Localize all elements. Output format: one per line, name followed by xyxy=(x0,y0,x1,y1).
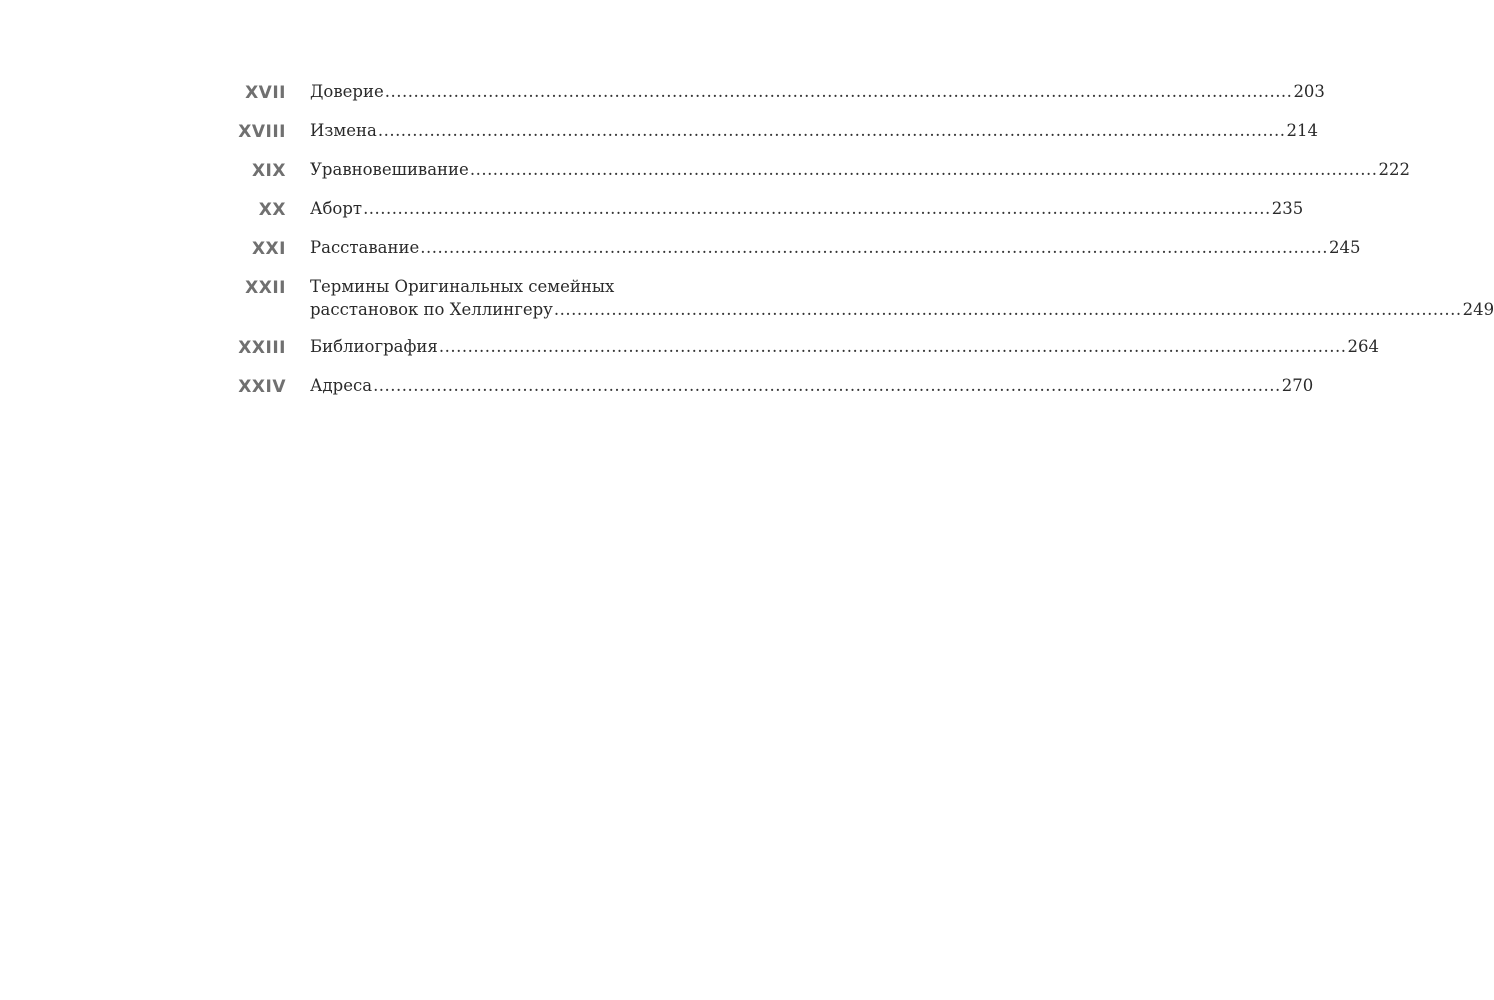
chapter-title: Библиография xyxy=(310,337,438,356)
toc-entry-text xyxy=(310,119,1318,142)
dot-leader xyxy=(373,374,1281,397)
dot-leader xyxy=(420,236,1328,259)
chapter-title: Адреса xyxy=(310,376,373,395)
page-number: 270 xyxy=(1281,376,1314,395)
toc-entry-text xyxy=(310,236,1360,259)
chapter-number: XX xyxy=(258,200,286,220)
toc-line xyxy=(310,298,1494,321)
toc-entry-text xyxy=(310,80,1325,103)
toc-entry[interactable] xyxy=(238,236,1361,261)
toc-line xyxy=(310,158,1410,181)
chapter-number: XIX xyxy=(251,161,286,181)
toc-line xyxy=(310,335,1379,358)
dot-leader xyxy=(554,298,1462,321)
toc-entry[interactable] xyxy=(238,374,1314,399)
page-number: 203 xyxy=(1293,82,1325,101)
chapter-number: XVII xyxy=(245,83,286,103)
page-number: 245 xyxy=(1328,238,1361,257)
chapter-number: XXI xyxy=(251,239,286,259)
page-number: 235 xyxy=(1271,199,1304,218)
toc-entry-text xyxy=(310,158,1410,181)
toc-line xyxy=(310,236,1360,259)
chapter-title: Расставание xyxy=(310,238,420,257)
toc-entry[interactable] xyxy=(238,119,1319,144)
toc-entry[interactable] xyxy=(238,158,1411,183)
chapter-number: XXII xyxy=(245,278,286,298)
toc-entry[interactable] xyxy=(238,275,1494,321)
toc-entry-text xyxy=(310,275,1494,321)
toc-line xyxy=(310,119,1318,142)
chapter-title: Уравновешивание xyxy=(310,160,469,179)
toc-entry[interactable] xyxy=(238,80,1325,105)
toc-line xyxy=(310,80,1325,103)
toc-line xyxy=(310,197,1303,220)
dot-leader xyxy=(439,335,1347,358)
page-number: 222 xyxy=(1378,160,1411,179)
page-number: 264 xyxy=(1347,337,1380,356)
toc-line xyxy=(310,275,1494,298)
chapter-title: Доверие xyxy=(310,82,384,101)
chapter-title: расстановок по Хеллингеру xyxy=(310,300,553,319)
chapter-title: Аборт xyxy=(310,199,363,218)
dot-leader xyxy=(385,80,1293,103)
page-number: 214 xyxy=(1286,121,1319,140)
chapter-number: XXIII xyxy=(238,338,286,358)
toc-entry-text xyxy=(310,197,1303,220)
dot-leader xyxy=(363,197,1271,220)
toc-line xyxy=(310,374,1313,397)
dot-leader xyxy=(378,119,1286,142)
chapter-title: Измена xyxy=(310,121,377,140)
chapter-number: XXIV xyxy=(238,377,286,397)
page-number: 249 xyxy=(1462,300,1494,319)
toc-entry-text xyxy=(310,374,1313,397)
table-of-contents xyxy=(238,80,1494,413)
toc-entry[interactable] xyxy=(238,197,1304,222)
chapter-title-line1: Термины Оригинальных семейных xyxy=(310,277,615,296)
toc-entry-text xyxy=(310,335,1379,358)
dot-leader xyxy=(470,158,1378,181)
toc-entry[interactable] xyxy=(238,335,1380,360)
chapter-number: XVIII xyxy=(238,122,286,142)
